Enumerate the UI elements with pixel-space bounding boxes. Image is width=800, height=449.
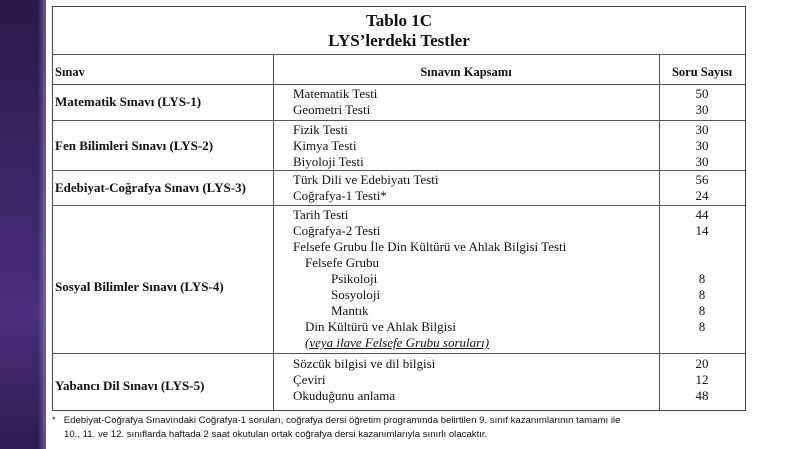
test-name: Matematik Testi	[293, 86, 378, 101]
table-title-block	[53, 11, 745, 51]
header-exam: Sınav	[55, 65, 85, 79]
table-title: Tablo 1C	[366, 11, 432, 30]
exam-name: Matematik Sınavı (LYS-1)	[55, 94, 202, 109]
question-count: 12	[695, 372, 709, 387]
question-count: 48	[695, 388, 709, 403]
test-name: Fizik Testi	[293, 122, 348, 137]
table-subtitle: LYS’lerdeki Testler	[328, 31, 470, 50]
test-name: Sosyoloji	[331, 287, 381, 302]
header-top-rule	[53, 54, 745, 55]
column-rule-2	[659, 54, 660, 410]
exam-name: Edebiyat-Coğrafya Sınavı (LYS-3)	[55, 180, 246, 195]
question-count: 30	[695, 138, 709, 153]
test-name: Tarih Testi	[293, 207, 349, 222]
subgroup-name: Felsefe Grubu	[305, 255, 380, 270]
question-count: 8	[698, 303, 706, 318]
test-name: Geometri Testi	[293, 102, 371, 117]
test-name: Kimya Testi	[293, 138, 357, 153]
question-count: 24	[695, 188, 709, 203]
test-name: Okuduğunu anlama	[293, 388, 396, 403]
test-name: Çeviri	[293, 372, 326, 387]
test-name: Coğrafya-1 Testi*	[293, 188, 387, 203]
left-decorative-band	[0, 0, 46, 449]
question-count: 14	[695, 223, 709, 238]
footnote-text-1: Edebiyat-Coğrafya Sınavındaki Coğrafya-1 soruları, coğrafya dersi öğretim programında belirtilen 9. sınıf kazanımlarının tamamı ile	[63, 415, 621, 426]
question-count: 50	[695, 86, 709, 101]
group-rule-4	[53, 353, 745, 354]
footnote-text-2: 10., 11. ve 12. sınıflarda haftada 2 saat okutulan ortak coğrafya dersi kazanımlarıyla sınırlı olacaktır.	[64, 429, 488, 440]
exam-name: Fen Bilimleri Sınavı (LYS-2)	[55, 138, 214, 153]
test-name: Biyoloji Testi	[293, 154, 364, 169]
question-count: 44	[695, 207, 709, 222]
document-page	[46, 0, 800, 449]
test-name: Felsefe Grubu İle Din Kültürü ve Ahlak Bilgisi Testi	[293, 239, 567, 254]
footnote-marker: *	[52, 415, 56, 426]
question-count: 30	[695, 154, 709, 169]
question-count: 8	[698, 287, 706, 302]
question-count: 20	[695, 356, 709, 371]
question-count: 8	[698, 319, 706, 334]
tests-table	[52, 6, 746, 411]
question-count: 30	[695, 122, 709, 137]
group-rule-1	[53, 120, 745, 121]
question-count: 30	[695, 102, 709, 117]
exam-name: Yabancı Dil Sınavı (LYS-5)	[55, 378, 205, 393]
question-count: 8	[698, 271, 706, 286]
test-name: Coğrafya-2 Testi	[293, 223, 381, 238]
header-bottom-rule	[53, 84, 745, 85]
footnote	[52, 414, 752, 442]
column-rule-1	[273, 54, 274, 410]
note-text: (veya ilave Felsefe Grubu soruları)	[305, 335, 490, 350]
exam-name: Sosyal Bilimler Sınavı (LYS-4)	[55, 279, 224, 294]
test-name: Psikoloji	[331, 271, 378, 286]
question-count: 56	[695, 172, 709, 187]
test-name: Mantık	[331, 303, 369, 318]
header-scope: Sınavın Kapsamı	[420, 65, 512, 79]
group-rule-2	[53, 170, 745, 171]
test-name: Türk Dili ve Edebiyatı Testi	[293, 172, 439, 187]
test-name: Sözcük bilgisi ve dil bilgisi	[293, 356, 436, 371]
test-name: Din Kültürü ve Ahlak Bilgisi	[305, 319, 456, 334]
header-count: Soru Sayısı	[671, 65, 733, 79]
group-rule-3	[53, 205, 745, 206]
footnote-line-1	[52, 414, 752, 428]
